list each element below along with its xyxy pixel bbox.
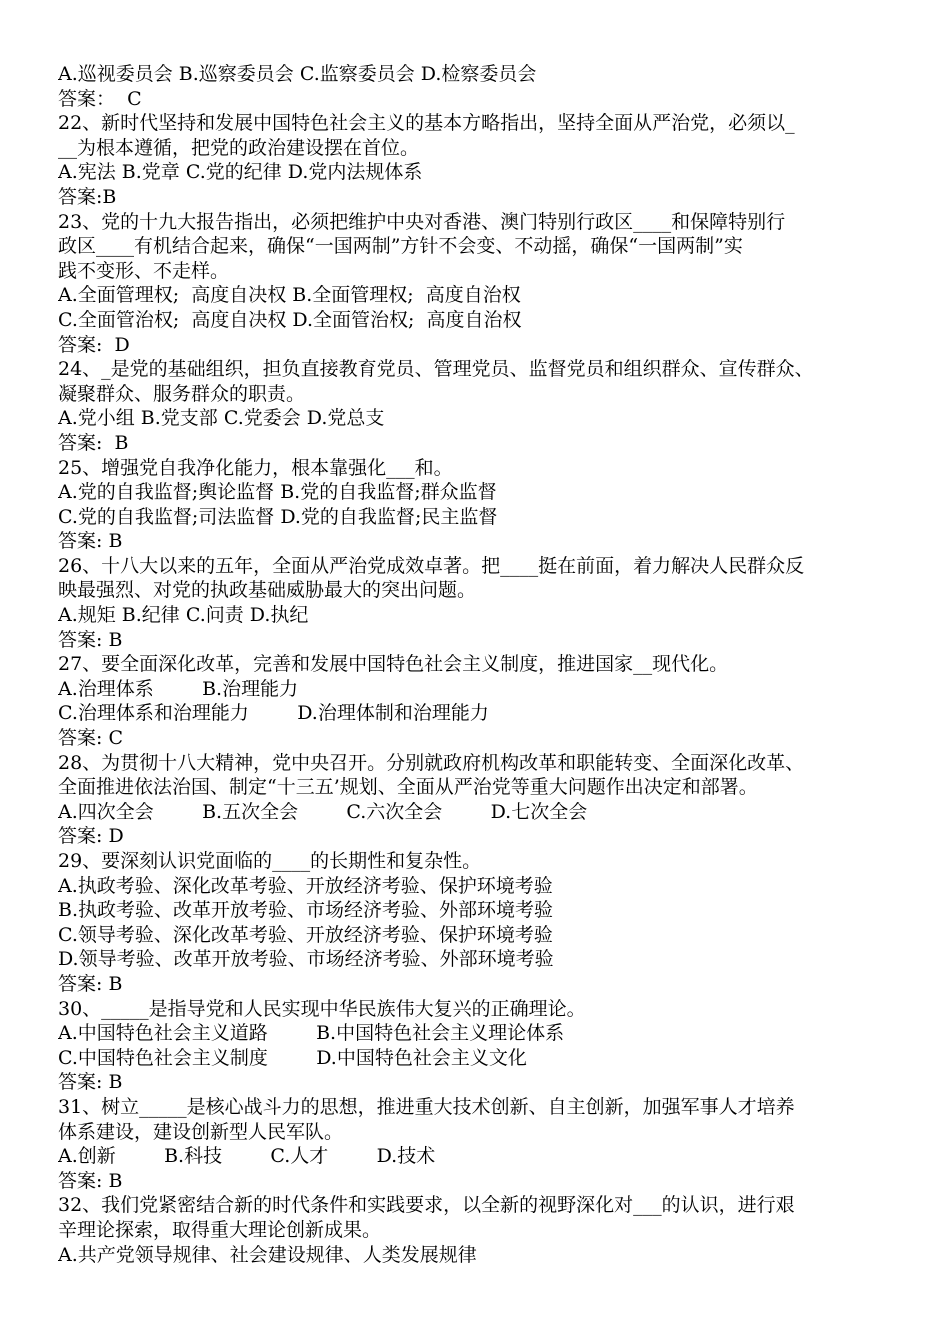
option-line: A.宪法 B.党章 C.党的纪律 D.党内法规体系: [58, 161, 423, 184]
question-line: 凝聚群众、服务群众的职责。: [58, 382, 306, 405]
question-line: 22、新时代坚持和发展中国特色社会主义的基本方略指出，坚持全面从严治党，必须以_: [58, 112, 795, 135]
option-line: C.全面管治权; 高度自决权 D.全面管治权; 高度自治权: [58, 308, 522, 331]
option-line: A.规矩 B.纪律 C.问责 D.执纪: [58, 604, 309, 627]
question-line: 政区____有机结合起来，确保“一国两制”方针不会变、不动摇，确保“一国两制”实: [58, 235, 743, 258]
option-line: A.中国特色社会主义道路 B.中国特色社会主义理论体系: [58, 1022, 565, 1045]
document-body: [58, 62, 903, 1267]
question-line: 26、十八大以来的五年，全面从严治党成效卓著。把____挺在前面，着力解决人民群众反: [58, 554, 805, 577]
question-line: 30、_____是指导党和人民实现中华民族伟大复兴的正确理论。: [58, 997, 586, 1020]
answer-line: 答案: B: [58, 628, 123, 651]
option-line: A.全面管理权; 高度自决权 B.全面管理权; 高度自治权: [58, 284, 521, 307]
answer-line: 答案: B: [58, 1169, 123, 1192]
question-line: 体系建设，建设创新型人民军队。: [58, 1120, 344, 1143]
option-line: B.执政考验、改革开放考验、市场经济考验、外部环境考验: [58, 899, 554, 922]
question-line: 践不变形、不走样。: [58, 259, 230, 282]
option-line: C.党的自我监督;司法监督 D.党的自我监督;民主监督: [58, 505, 498, 528]
question-line: 29、要深刻认识党面临的____的长期性和复杂性。: [58, 850, 482, 872]
answer-line: 答案: B: [58, 530, 123, 553]
answer-line: 答案:B: [58, 185, 117, 208]
answer-line: 答案: D: [58, 333, 130, 356]
question-line: 全面推进依法治国、制定“十三五’规划、全面从严治党等重大问题作出决定和部署。: [58, 776, 758, 799]
question-line: 映最强烈、对党的执政基础威胁最大的突出问题。: [58, 579, 477, 602]
option-line: A.党小组 B.党支部 C.党委会 D.党总支: [58, 407, 385, 430]
question-line: __为根本遵循，把党的政治建设摆在首位。: [58, 136, 420, 159]
answer-line: 答案: B: [58, 431, 129, 454]
answer-line: 答案: C: [58, 727, 123, 750]
option-line: A.共产党领导规律、社会建设规律、人类发展规律: [58, 1243, 477, 1266]
question-line: 24、_是党的基础组织，担负直接教育党员、管理党员、监督党员和组织群众、宣传群众、: [58, 358, 814, 381]
option-line: D.领导考验、改革开放考验、市场经济考验、外部环境考验: [58, 948, 554, 971]
question-line: 28、为贯彻十八大精神，党中央召开。分别就政府机构改革和职能转变、全面深化改革、: [58, 751, 805, 774]
option-line: A.创新 B.科技 C.人才 D.技术: [58, 1145, 436, 1168]
option-line: A.四次全会 B.五次全会 C.六次全会 D.七次全会: [58, 800, 588, 823]
question-line: 31、树立_____是核心战斗力的思想，推进重大技术创新、自主创新，加强军事人才培养: [58, 1095, 795, 1118]
answer-line: 答案: B: [58, 1071, 123, 1094]
question-line: 23、党的十九大报告指出，必须把维护中央对香港、澳门特别行政区____和保障特别行: [58, 210, 786, 233]
option-line: C.中国特色社会主义制度 D.中国特色社会主义文化: [58, 1046, 527, 1069]
option-line: A.巡视委员会 B.巡察委员会 C.监察委员会 D.检察委员会: [58, 63, 537, 85]
option-line: A.执政考验、深化改革考验、开放经济考验、保护环境考验: [58, 874, 553, 897]
question-line: 辛理论探索，取得重大理论创新成果。: [58, 1218, 382, 1241]
question-line: 25、增强党自我净化能力，根本靠强化___和。: [58, 456, 453, 479]
answer-line: 答案: B: [58, 972, 123, 995]
option-line: A.党的自我监督;舆论监督 B.党的自我监督;群众监督: [58, 481, 497, 504]
question-line: 27、要全面深化改革，完善和发展中国特色社会主义制度，推进国家__现代化。: [58, 653, 729, 676]
answer-line: 答案: D: [58, 825, 124, 848]
question-line: 32、我们党紧密结合新的时代条件和实践要求，以全新的视野深化对___的认识，进行艰: [58, 1194, 795, 1217]
option-line: C.治理体系和治理能力 D.治理体制和治理能力: [58, 702, 489, 725]
option-line: C.领导考验、深化改革考验、开放经济考验、保护环境考验: [58, 923, 553, 946]
answer-line: 答案： C: [58, 87, 142, 110]
option-line: A.治理体系 B.治理能力: [58, 677, 299, 700]
